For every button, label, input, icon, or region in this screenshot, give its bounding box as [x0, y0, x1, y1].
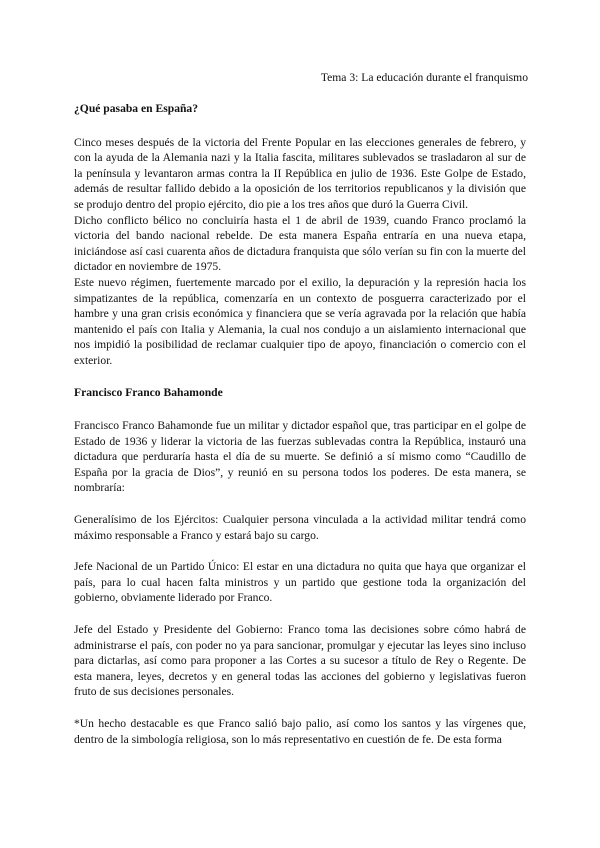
role-paragraph: Jefe Nacional de un Partido Único: El estar en una dictadura no quita que haya que organizar el país, para lo cual hacen falta ministros y un partido que gestione toda la organización del gobierno, obviamente liderado por Franco.	[74, 560, 526, 605]
section-heading-spain: ¿Qué pasaba en España?	[74, 102, 199, 115]
note-paragraph: *Un hecho destacable es que Franco salió bajo palio, así como los santos y las vírgenes que, dentro de la simbología religiosa, son lo más representativo en cuestión de fe. De esta forma	[74, 717, 526, 746]
topic-header: Tema 3: La educación durante el franquismo	[320, 71, 528, 84]
paragraph: Este nuevo régimen, fuertemente marcado por el exilio, la depuración y la represión hacia los simpatizantes de la república, comenzaría en un contexto de posguerra caracterizado por el hambre y una gran crisis económica y financiera que se vería agravada por la relación que había mantenido el país con Italia y Alemania, la cual nos condujo a un aislamiento internacional que nos impidió la posibilidad de reclamar cualquier tipo de apoyo, financiación o comercio con el exterior.	[74, 275, 526, 367]
paragraph: Francisco Franco Bahamonde fue un militar y dictador español que, tras participar en el golpe de Estado de 1936 y liderar la victoria de las fuerzas sublevadas contra la República, instauró una dictadura que perduraría hasta el día de su muerte. Se definió a sí mismo como “Caudillo de España por la gracia de Dios”, y reunió en su persona todos los poderes. De esta manera, se nombraría:	[74, 419, 526, 495]
paragraph: Cinco meses después de la victoria del Frente Popular en las elecciones generales de febrero, y con la ayuda de la Alemania nazi y la Italia fascita, militares sublevados se trasladaron al sur de la península y levantaron armas contra la II República en julio de 1936. Este Golpe de Estado, además de resultar fallido debido a la oposición de los territorios republicanos y la división que se produjo dentro del propio ejército, dio pie a los tres años que duró la Guerra Civil.	[74, 135, 526, 211]
paragraph: Dicho conflicto bélico no concluiría hasta el 1 de abril de 1939, cuando Franco proclamó la victoria del bando nacional rebelde. De esta manera España entraría en una nueva etapa, iniciándose así casi cuarenta años de dictadura franquista que sólo verían su fin con la muerte del dictador en noviembre de 1975.	[74, 213, 526, 274]
section-heading-franco: Francisco Franco Bahamonde	[74, 385, 223, 399]
role-paragraph: Generalísimo de los Ejércitos: Cualquier persona vinculada a la actividad militar tendrá como máximo responsable a Franco y estará bajo su cargo.	[74, 513, 526, 542]
role-paragraph: Jefe del Estado y Presidente del Gobierno: Franco toma las decisiones sobre cómo habrá de administrarse el país, con poder no ya para sancionar, promulgar y ejecutar las leyes sino incluso para dictarlas, así como para proponer a las Cortes a su sucesor a título de Rey o Regente. De esta manera, leyes, decretos y en general todas las acciones del gobierno y legislativas fueron fruto de sus decisiones personales.	[74, 623, 526, 699]
document-body	[74, 101, 526, 747]
